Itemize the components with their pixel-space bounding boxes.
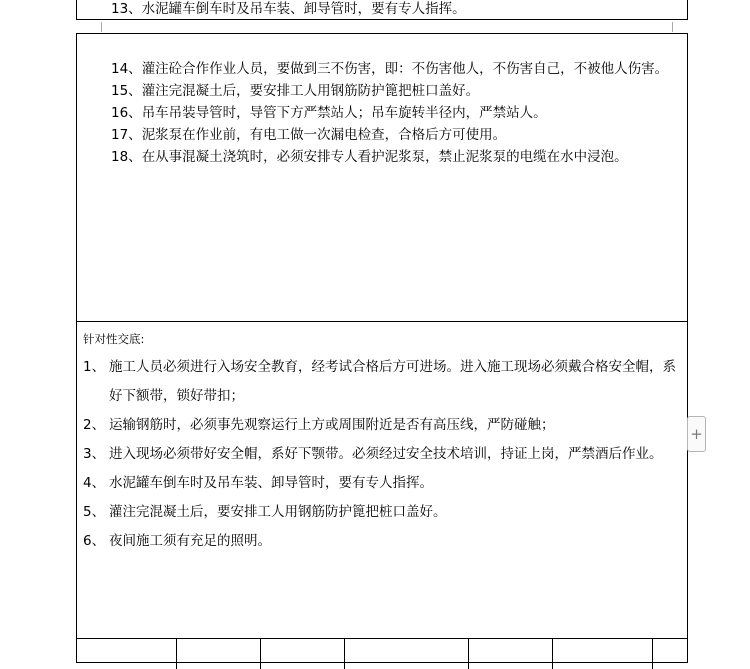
list-item: [83, 498, 683, 527]
crop-mark-top-left: [101, 22, 112, 32]
signature-cell: [345, 639, 469, 669]
item-text: 水泥罐车倒车时及吊车装、卸导管时，要有专人指挥。: [109, 475, 433, 491]
signature-cell: [261, 639, 345, 669]
list-item: [83, 353, 683, 411]
item-number: 18、: [111, 149, 142, 165]
item-text: 进入现场必须带好安全帽，系好下颚带。必须经过安全技术培训，持证上岗，严禁酒后作业。: [109, 446, 663, 462]
page-break-gap: [0, 23, 750, 33]
item-text: 运输钢筋时，必须事先观察运行上方或周围附近是否有高压线，严防碰触；: [109, 417, 555, 433]
list-item: [83, 469, 683, 498]
expand-panel-button[interactable]: [687, 416, 706, 452]
list-item: [111, 58, 683, 80]
list-item: [111, 146, 683, 168]
signature-row: [77, 639, 687, 669]
list-item: [83, 440, 683, 469]
previous-page-last-line: 13、水泥罐车倒车时及吊车装、卸导管时，要有专人指挥。: [111, 1, 466, 17]
plus-icon: +: [690, 425, 703, 443]
item-number: 2、: [83, 417, 106, 433]
previous-page-table-fragment: [76, 0, 688, 20]
list-item: [111, 124, 683, 146]
item-number: 16、: [111, 105, 142, 121]
item-text: 吊车吊装导管时，导管下方严禁站人；吊车旋转半径内，严禁站人。: [141, 105, 547, 121]
item-number: 14、: [111, 61, 142, 77]
targeted-disclosure-section: [77, 322, 687, 639]
list-item: [111, 102, 683, 124]
signature-cell: [553, 639, 653, 669]
item-text: 在从事混凝土浇筑时，必须安排专人看护泥浆泵，禁止泥浆泵的电缆在水中浸泡。: [141, 149, 628, 165]
list-item: [83, 411, 683, 440]
disclosure-table: [76, 33, 688, 663]
safety-items-section: [77, 34, 687, 322]
item-number: 1、: [83, 359, 106, 375]
signature-cell: [77, 639, 177, 669]
item-number: 15、: [111, 83, 142, 99]
list-item: [83, 527, 683, 556]
item-text: 夜间施工须有充足的照明。: [109, 533, 271, 549]
item-number: 6、: [83, 533, 106, 549]
crop-mark-top-right: [662, 22, 673, 32]
list-item: [111, 80, 683, 102]
targeted-disclosure-list: [83, 353, 683, 556]
item-number: 4、: [83, 475, 106, 491]
item-text: 施工人员必须进行入场安全教育，经考试合格后方可进场。进入施工现场必须戴合格安全帽，系好下额带，锁好带扣；: [109, 359, 676, 404]
safety-items-list: [111, 58, 683, 168]
section-title: 针对性交底:: [83, 332, 145, 346]
item-text: 灌注完混凝土后，要安排工人用钢筋防护篦把桩口盖好。: [141, 83, 480, 99]
item-number: 17、: [111, 127, 142, 143]
item-text: 灌注完混凝土后，要安排工人用钢筋防护篦把桩口盖好。: [109, 504, 447, 520]
item-number: 5、: [83, 504, 106, 520]
item-text: 灌注砼合作作业人员，要做到三不伤害，即：不伤害他人，不伤害自己，不被他人伤害。: [141, 61, 669, 77]
signature-cell: [469, 639, 553, 669]
item-text: 泥浆泵在作业前，有电工做一次漏电检查，合格后方可使用。: [141, 127, 507, 143]
item-number: 3、: [83, 446, 106, 462]
signature-cell: [177, 639, 261, 669]
